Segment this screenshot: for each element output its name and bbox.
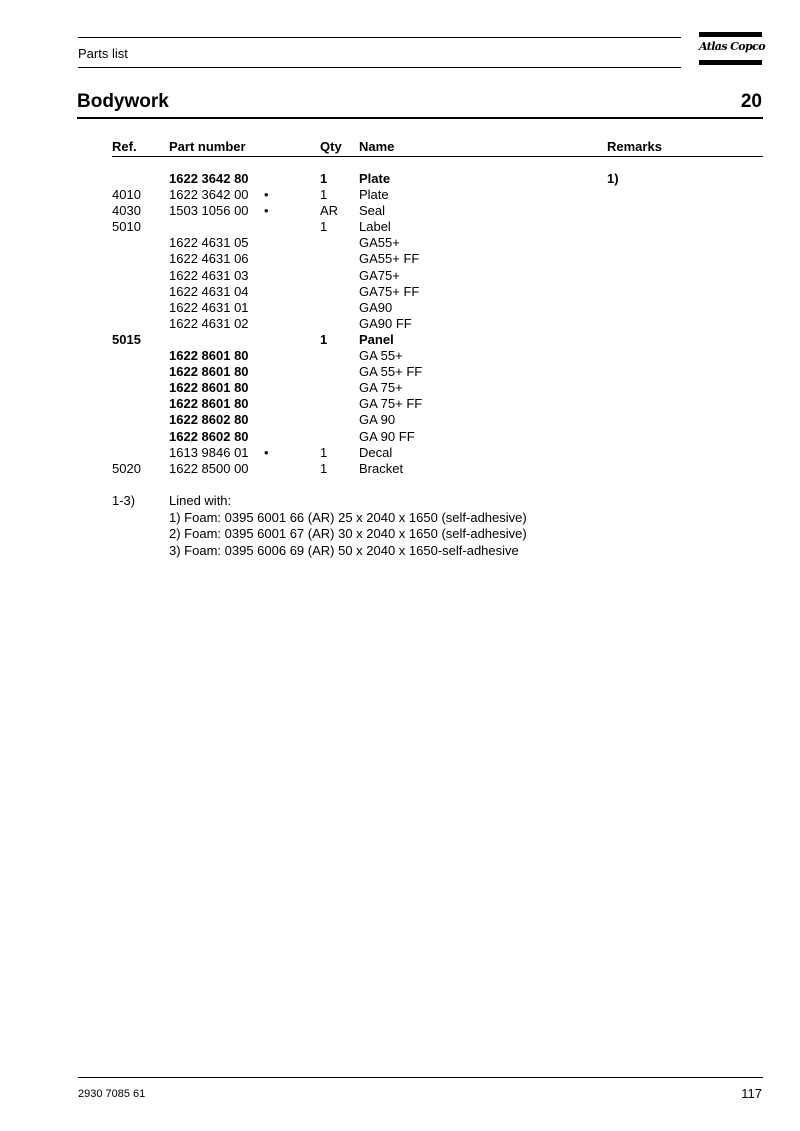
- table-row: [0, 316, 800, 332]
- notes-lines: [169, 493, 527, 559]
- row-part-number: 1613 9846 01: [169, 444, 249, 460]
- logo-text: Atlas Copco: [699, 40, 765, 53]
- notes-ref: 1-3): [112, 493, 136, 508]
- row-name: Plate: [359, 187, 389, 203]
- parts-table-body: [0, 171, 800, 477]
- row-name: GA90 FF: [359, 315, 412, 331]
- row-ref: 5010: [112, 219, 141, 235]
- row-name: GA55+ FF: [359, 251, 420, 267]
- table-row: [0, 268, 800, 284]
- row-part-number: 1622 8602 80: [169, 428, 249, 444]
- row-name: GA90: [359, 299, 393, 315]
- row-qty: 1: [320, 444, 328, 460]
- col-head-ref: Ref.: [112, 139, 137, 154]
- row-part-number: 1622 3642 00: [169, 187, 249, 203]
- row-qty: 1: [320, 219, 328, 235]
- row-remarks: 1): [607, 171, 619, 186]
- row-part-number: 1622 4631 01: [169, 299, 249, 315]
- footer-page-number: 117: [741, 1086, 762, 1101]
- row-name: GA55+: [359, 235, 400, 251]
- table-row: [0, 348, 800, 364]
- logo-top-bar: [699, 32, 762, 37]
- row-qty: 1: [320, 331, 328, 347]
- row-part-number: 1622 8601 80: [169, 348, 249, 364]
- row-qty: 1: [320, 171, 328, 186]
- row-qty: 1: [320, 460, 328, 476]
- table-header-rule: [112, 156, 763, 157]
- row-bullet: •: [264, 203, 269, 219]
- row-name: GA 90 FF: [359, 428, 415, 444]
- row-ref: 4030: [112, 203, 141, 219]
- row-bullet: •: [264, 444, 269, 460]
- row-name: GA 75+ FF: [359, 396, 423, 412]
- row-part-number: 1622 8602 80: [169, 412, 249, 428]
- footer-rule: [78, 1077, 763, 1078]
- logo-bottom-bar: [699, 60, 762, 65]
- table-row: [0, 332, 800, 348]
- row-name: GA75+ FF: [359, 283, 420, 299]
- section-rule: [77, 117, 763, 119]
- row-name: GA 90: [359, 412, 396, 428]
- row-part-number: 1622 3642 80: [169, 171, 249, 186]
- row-name: GA75+: [359, 267, 400, 283]
- row-part-number: 1622 4631 02: [169, 315, 249, 331]
- col-head-name: Name: [359, 139, 395, 154]
- table-row: [0, 235, 800, 251]
- table-row: [0, 171, 800, 187]
- row-name: GA 75+: [359, 380, 403, 396]
- row-name: Panel: [359, 331, 394, 347]
- row-part-number: 1622 4631 05: [169, 235, 249, 251]
- note-line: 3) Foam: 0395 6006 69 (AR) 50 x 2040 x 1650-self-adhesive: [169, 542, 519, 558]
- row-name: GA 55+ FF: [359, 364, 423, 380]
- row-part-number: 1503 1056 00: [169, 203, 249, 219]
- row-part-number: 1622 8601 80: [169, 364, 249, 380]
- table-row: [0, 429, 800, 445]
- table-row: [0, 396, 800, 412]
- row-name: Seal: [359, 203, 386, 219]
- table-row: [0, 219, 800, 235]
- row-ref: 5015: [112, 331, 141, 347]
- atlas-copco-logo: [699, 32, 765, 68]
- row-bullet: •: [264, 187, 269, 203]
- row-part-number: 1622 8601 80: [169, 380, 249, 396]
- row-part-number: 1622 8500 00: [169, 460, 249, 476]
- table-row: [0, 300, 800, 316]
- footer-doc-number: 2930 7085 61: [78, 1088, 146, 1100]
- table-row: [0, 461, 800, 477]
- row-ref: 5020: [112, 460, 141, 476]
- header-bottom-rule: [78, 67, 681, 68]
- header-label: Parts list: [78, 46, 128, 61]
- section-title: Bodywork: [77, 91, 169, 112]
- row-name: Label: [359, 219, 391, 235]
- note-line: Lined with:: [169, 493, 232, 508]
- row-qty: AR: [320, 203, 339, 219]
- table-row: [0, 203, 800, 219]
- row-ref: 4010: [112, 187, 141, 203]
- row-part-number: 1622 8601 80: [169, 396, 249, 412]
- row-name: Bracket: [359, 460, 404, 476]
- section-number: 20: [740, 91, 762, 112]
- table-row: [0, 364, 800, 380]
- row-name: GA 55+: [359, 348, 403, 364]
- table-row: [0, 412, 800, 428]
- header-top-rule: [78, 37, 681, 38]
- table-row: [0, 380, 800, 396]
- table-row: [0, 187, 800, 203]
- note-line: 2) Foam: 0395 6001 67 (AR) 30 x 2040 x 1650 (self-adhesive): [169, 526, 527, 541]
- row-qty: 1: [320, 187, 328, 203]
- table-row: [0, 284, 800, 300]
- row-part-number: 1622 4631 04: [169, 283, 249, 299]
- row-name: Decal: [359, 444, 393, 460]
- col-head-qty: Qty: [320, 139, 342, 154]
- table-row: [0, 445, 800, 461]
- row-name: Plate: [359, 171, 391, 186]
- table-row: [0, 251, 800, 267]
- col-head-part-number: Part number: [169, 139, 246, 154]
- row-part-number: 1622 4631 06: [169, 251, 249, 267]
- note-line: 1) Foam: 0395 6001 66 (AR) 25 x 2040 x 1650 (self-adhesive): [169, 509, 527, 525]
- row-part-number: 1622 4631 03: [169, 267, 249, 283]
- col-head-remarks: Remarks: [607, 139, 662, 154]
